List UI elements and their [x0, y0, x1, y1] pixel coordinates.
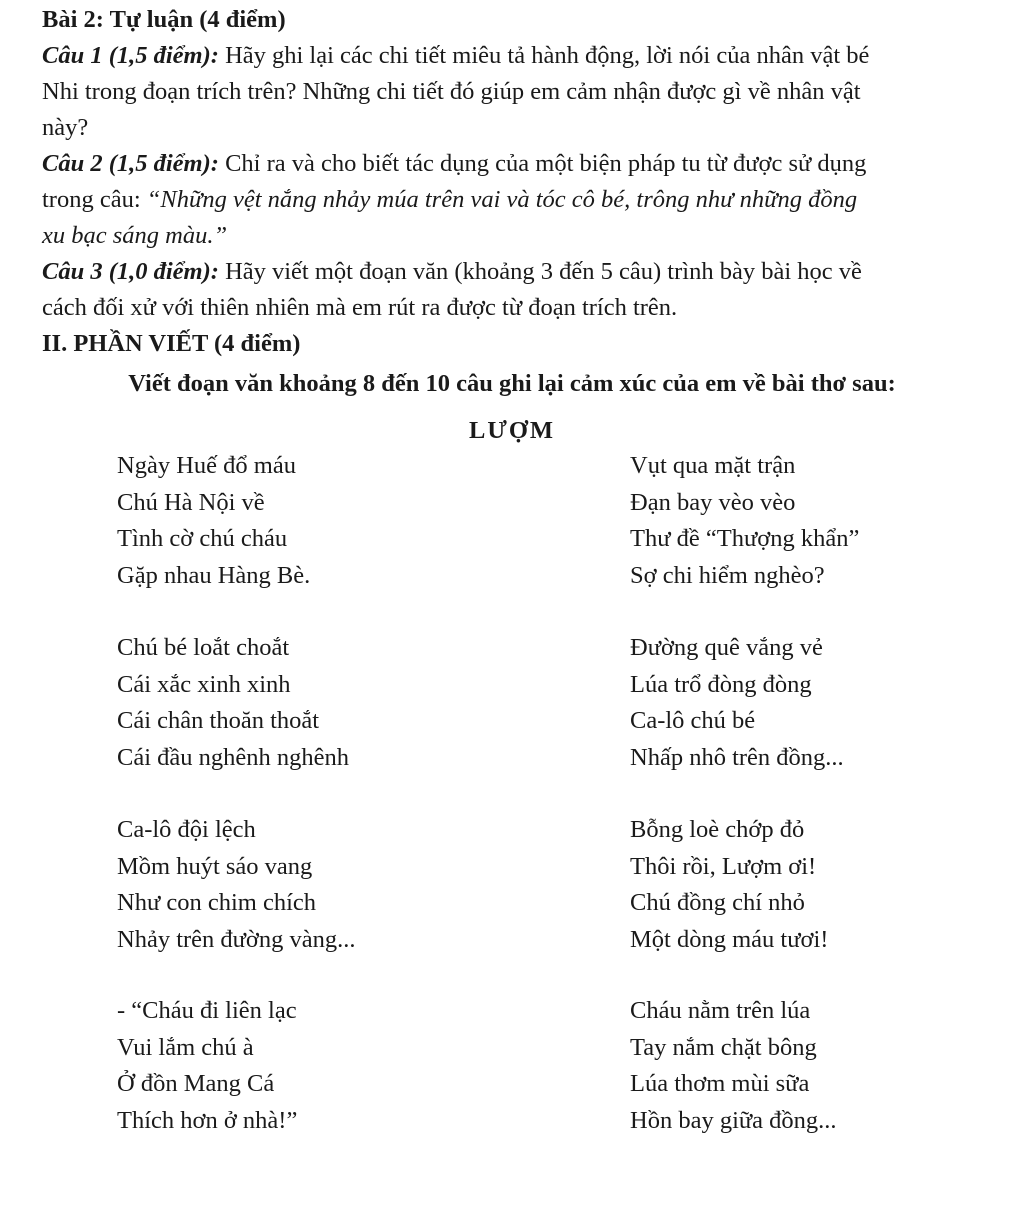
question-2-line-3: xu bạc sáng màu.” — [42, 222, 228, 249]
poem-verse: Vụt qua mặt trận — [630, 452, 796, 479]
question-1-line-2: Nhi trong đoạn trích trên? Những chi tiết đó giúp em cảm nhận được gì về nhân vật — [42, 78, 861, 105]
poem-verse: Chú bé loắt choắt — [117, 634, 290, 661]
question-2-line-1 — [42, 146, 1010, 182]
poem-verse: Thích hơn ở nhà!” — [117, 1106, 298, 1134]
poem-verse: Như con chim chích — [117, 889, 317, 916]
question-2-quote: “Những vệt nắng nhảy múa trên vai và tóc cô bé, trông như những đồng — [146, 186, 858, 213]
poem-title: LƯỢM — [468, 417, 556, 444]
question-3-label: Câu 3 (1,0 điểm): — [42, 258, 219, 285]
poem-verse: Lúa thơm mùi sữa — [630, 1070, 810, 1097]
writing-prompt: Viết đoạn văn khoảng 8 đến 10 câu ghi lại cảm xúc của em về bài thơ sau: — [128, 370, 896, 397]
poem-verse: Cái xắc xinh xinh — [117, 670, 291, 698]
question-2-text-1: Chỉ ra và cho biết tác dụng của một biện pháp tu từ được sử dụng — [218, 150, 867, 177]
question-2-label: Câu 2 (1,5 điểm): — [42, 150, 219, 177]
poem-verse: - “Cháu đi liên lạc — [117, 997, 297, 1024]
section-heading-bai2: Bài 2: Tự luận (4 điểm) — [42, 6, 286, 33]
poem-verse: Chú đồng chí nhỏ — [630, 889, 805, 916]
question-1-label: Câu 1 (1,5 điểm): — [42, 42, 219, 69]
poem-verse: Ca-lô chú bé — [630, 707, 756, 734]
question-3-text-1: Hãy viết một đoạn văn (khoảng 3 đến 5 câu) trình bày bài học về — [218, 258, 862, 285]
poem-stanza — [117, 630, 497, 776]
question-2-line-2 — [42, 182, 1010, 218]
poem-stanza — [117, 448, 497, 594]
poem-verse: Nhấp nhô trên đồng... — [630, 743, 844, 771]
poem-verse: Ngày Huế đổ máu — [117, 452, 296, 479]
poem-stanza — [117, 812, 497, 958]
question-2-prefix: trong câu: — [42, 186, 147, 213]
question-1-line-3: này? — [42, 114, 89, 141]
poem-verse: Cái đầu nghênh nghênh — [117, 743, 350, 771]
question-1-line-1 — [42, 38, 1010, 74]
poem-verse: Cháu nằm trên lúa — [630, 997, 811, 1024]
poem-verse: Sợ chi hiểm nghèo? — [630, 561, 825, 589]
poem-verse: Thôi rồi, Lượm ơi! — [630, 852, 817, 880]
poem-verse: Gặp nhau Hàng Bè. — [117, 561, 311, 589]
poem-stanza — [630, 448, 1010, 594]
poem-verse: Hồn bay giữa đồng... — [630, 1106, 837, 1134]
poem-verse: Tình cờ chú cháu — [117, 525, 288, 552]
poem-verse: Cái chân thoăn thoắt — [117, 707, 320, 734]
poem-verse: Lúa trổ đòng đòng — [630, 670, 812, 698]
poem-verse: Mồm huýt sáo vang — [117, 852, 313, 880]
poem-stanza — [630, 630, 1010, 776]
poem-verse: Bỗng loè chớp đỏ — [630, 816, 805, 843]
question-3-line-1 — [42, 254, 1010, 290]
poem-verse: Tay nắm chặt bông — [630, 1033, 817, 1061]
poem-verse: Đường quê vắng vẻ — [630, 634, 823, 661]
poem-verse: Một dòng máu tươi! — [630, 925, 829, 953]
poem-verse: Thư đề “Thượng khẩn” — [630, 525, 860, 552]
poem-verse: Chú Hà Nội về — [117, 488, 265, 516]
poem-verse: Ở đồn Mang Cá — [117, 1070, 275, 1097]
poem-stanza — [630, 812, 1010, 958]
section-heading-writing: II. PHẦN VIẾT (4 điểm) — [42, 330, 301, 357]
poem-verse: Nhảy trên đường vàng... — [117, 925, 356, 953]
poem-verse: Vui lắm chú à — [117, 1033, 254, 1061]
poem-stanza — [117, 993, 497, 1139]
question-1-text-1: Hãy ghi lại các chi tiết miêu tả hành động, lời nói của nhân vật bé — [218, 42, 870, 69]
poem-stanza — [630, 993, 1010, 1139]
poem-verse: Đạn bay vèo vèo — [630, 488, 796, 516]
poem-verse: Ca-lô đội lệch — [117, 816, 256, 843]
question-3-line-2: cách đối xử với thiên nhiên mà em rút ra được từ đoạn trích trên. — [42, 294, 678, 321]
